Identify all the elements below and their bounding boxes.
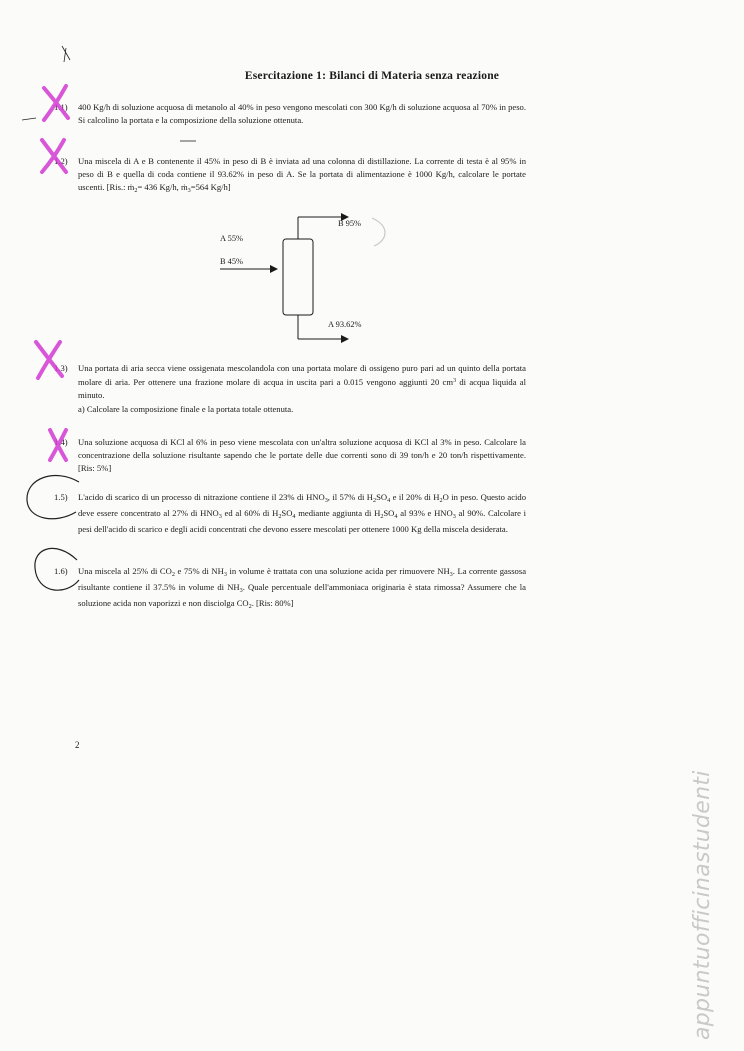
- pen-stroke-icon: [62, 46, 70, 62]
- exercise-number: 1.1): [54, 102, 68, 112]
- pen-stroke-icon: [22, 118, 36, 120]
- exercise-text: Una miscela al 25% di $CO_2$ e 75% di $NH_3$ in volume è trattata con una soluzione acida per rimuovere $NH_3$. La corrente gassosa risultante contiene il 37.5% in volume di $NH_3$. Quale percentuale dell'ammoniaca originaria è stata rimossa? Assumere che la soluzione acida non vaporizzi e non disciolga $CO_2$. [Ris: 80%]: [78, 566, 527, 611]
- exercise-1-1: [54, 101, 526, 127]
- exercise-text: L'acido di scarico di un processo di nitrazione contiene il 23% di $HNO_3$, il 57% di $H_2SO_4$ e il 20% di $H_2O$ in peso. Questo acido deve essere concentrato al 27% di $HNO_3$ ed al 60% di $H_2SO_4$ mediante aggiunta di $H_2SO_4$ al 93% e $HNO_3$ al 90%. Calcolare i pesi dell'acido di scarico e degli acidi concentrati che devono essere mescolati per ottenere 1000 Kg della miscela desiderata.: [78, 492, 527, 535]
- feed-arrowhead: [270, 265, 278, 273]
- exercise-number: 1.3): [54, 363, 68, 373]
- exercise-text: 400 Kg/h di soluzione acquosa di metanolo al 40% in peso vengono mescolati con 300 Kg/h di soluzione acquosa al 70% in peso. Si calcolino la portata e la composizione della soluzione ottenuta.: [78, 102, 526, 126]
- column-shape: [283, 239, 313, 315]
- exercise-text: Una portata di aria secca viene ossigenata mescolandola con una portata molare di ossigeno puro pari ad un quinto della portata molare di aria. Per ottenere una frazione molare di acqua in uscita pari a 0.015 vengono aggiunti 20 $cm^3$ di acqua liquida al minuto. a) Calcolare la composizione finale e la portata totale ottenuta.: [78, 363, 526, 414]
- feed-a-label: A 55%: [220, 234, 244, 243]
- page-number: 2: [75, 740, 80, 750]
- exercise-1-3: [54, 362, 526, 416]
- feed-b-label: B 45%: [220, 257, 244, 266]
- exercise-1-4: [54, 436, 526, 476]
- bottom-arrowhead: [341, 335, 349, 343]
- bottoms-label: A 93.62%: [328, 320, 362, 329]
- page-title: Esercitazione 1: Bilanci di Materia senza reazione: [244, 70, 500, 82]
- exercise-number: 1.5): [54, 492, 68, 502]
- exercise-1-5: [54, 491, 527, 537]
- circle-mark-1-5-icon: [27, 476, 79, 519]
- exercise-1-2: [54, 155, 526, 198]
- exercise-text: Una soluzione acquosa di KCl al 6% in peso viene mescolata con un'altra soluzione acquosa di KCl al 3% in peso. Calcolare la concentrazione della soluzione risultante sapendo che le portate delle due correnti sono di 39 ton/h e 20 ton/h rispettivamente. [Ris: 5%]: [78, 437, 526, 474]
- exercise-number: 1.4): [54, 437, 68, 447]
- distillation-diagram: [200, 205, 410, 350]
- exercise-1-6: [54, 565, 527, 614]
- exercise-number: 1.2): [54, 156, 68, 166]
- exercise-text: Una miscela di A e B contenente il 45% in peso di B è inviata ad una colonna di distillazione. La corrente di testa è al 95% in peso di B e quella di coda contiene il 93.62% in peso di A. Se la portata di alimentazione è 1000 Kg/h, calcolare le portate uscenti. [Ris.: ṁ$_2$= 436 Kg/h, ṁ$_3$=564 Kg/h]: [78, 156, 526, 195]
- distillation-column-drawing: [200, 205, 410, 350]
- distillate-label: B 95%: [338, 219, 362, 228]
- watermark: appuntuofficinastudenti: [690, 770, 715, 1040]
- exercise-number: 1.6): [54, 566, 68, 576]
